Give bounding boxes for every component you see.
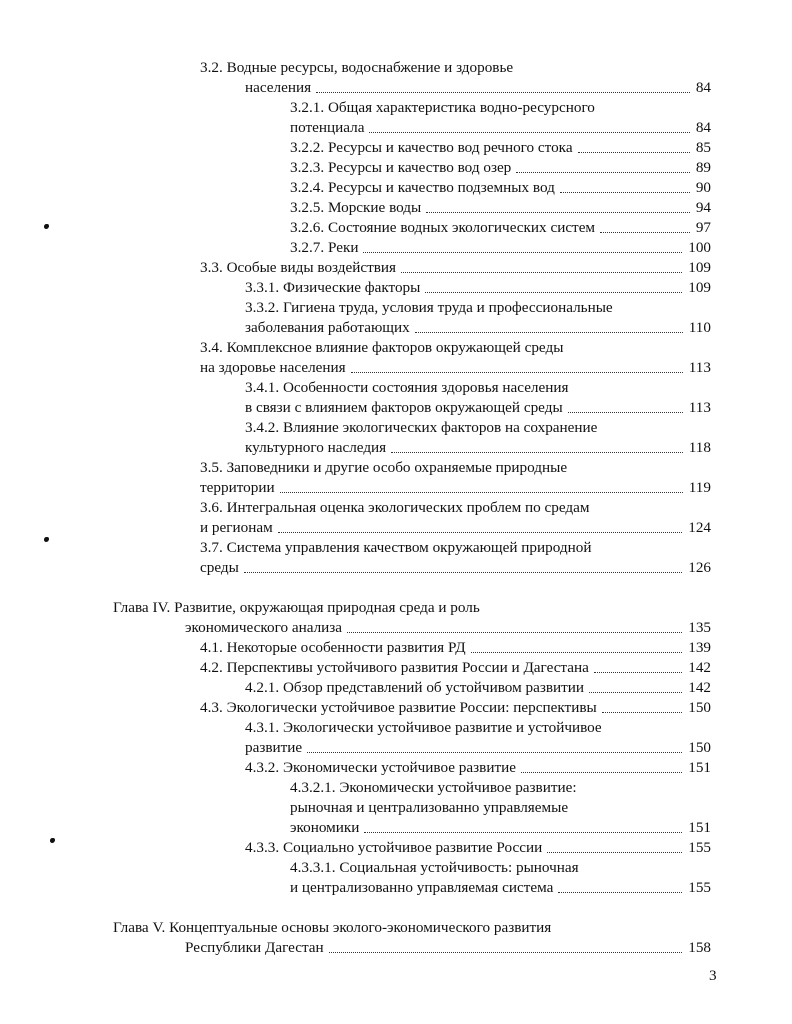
toc-entry-page: 151 [682, 818, 711, 838]
dot-leader [415, 332, 683, 333]
dot-leader [558, 892, 682, 893]
dot-leader [589, 692, 682, 693]
toc-entry-page: 119 [683, 478, 711, 498]
toc-entry-title: территории [200, 478, 280, 498]
toc-entry-3-4-2 [245, 418, 711, 458]
toc-entry-3-4-1 [245, 378, 711, 418]
toc-entry-page: 155 [682, 838, 711, 858]
toc-entry-page: 118 [683, 438, 711, 458]
toc-entry-page: 100 [682, 238, 711, 258]
toc-entry-4-3-3 [245, 838, 711, 858]
toc-entry-title: Республики Дагестан [185, 938, 329, 958]
toc-entry-3-6 [200, 498, 711, 538]
toc-entry-title: 4.2. Перспективы устойчивого развития России и Дагестана [200, 658, 594, 678]
toc-entry-title: 3.2.7. Реки [290, 238, 363, 258]
toc-entry-text: 3.4.2. Влияние экологических факторов на сохранение [245, 419, 598, 436]
toc-entry-page: 85 [690, 138, 711, 158]
dot-leader [578, 152, 690, 153]
toc-entry-title: населения [245, 78, 316, 98]
dot-leader [594, 672, 682, 673]
toc-entry-4-3-3-1 [290, 858, 711, 898]
toc-entry-last-line [290, 218, 711, 238]
toc-entry-last-line [290, 878, 711, 898]
dot-leader [369, 132, 689, 133]
toc-entry-last-line [290, 178, 711, 198]
dot-leader [426, 212, 690, 213]
toc-entry-last-line [200, 78, 711, 98]
toc-entry-text: 3.4. Комплексное влияние факторов окружающей среды [200, 339, 564, 356]
toc-entry-last-line [245, 438, 711, 458]
toc-entry-page: 151 [682, 758, 711, 778]
toc-entry-last-line [113, 938, 711, 958]
toc-entry-3-3-1 [245, 278, 711, 298]
dot-leader [351, 372, 683, 373]
toc-entry-text: 3.2.1. Общая характеристика водно-ресурсного [290, 99, 595, 116]
dot-leader [329, 952, 683, 953]
toc-entry-page: 109 [682, 278, 711, 298]
dot-leader [244, 572, 682, 573]
toc-entry-last-line [290, 238, 711, 258]
toc-entry-title: потенциала [290, 118, 369, 138]
toc-entry-page: 135 [682, 618, 711, 638]
toc-entry-last-line [245, 678, 711, 698]
toc-entry-page: 126 [682, 558, 711, 578]
toc-entry-title: 3.2.5. Морские воды [290, 198, 426, 218]
dot-leader [347, 632, 682, 633]
toc-entry-last-line [290, 818, 711, 838]
toc-entry-page: 84 [690, 118, 711, 138]
toc-entry-title: заболевания работающих [245, 318, 415, 338]
toc-entry-title: 3.2.3. Ресурсы и качество вод озер [290, 158, 516, 178]
toc-entry-3-2-4 [290, 178, 711, 198]
toc-entry-last-line [245, 738, 711, 758]
toc-entry-last-line [200, 658, 711, 678]
toc-entry-4-1 [200, 638, 711, 658]
toc-entry-page: 142 [682, 678, 711, 698]
toc-entry-last-line [200, 558, 711, 578]
toc-entry-page: 155 [682, 878, 711, 898]
toc-entry-last-line [245, 838, 711, 858]
toc-entry-page: 142 [682, 658, 711, 678]
toc-entry-3-2-1 [290, 98, 711, 138]
toc-entry-text: 4.3.2.1. Экономически устойчивое развитие: [290, 779, 577, 796]
toc-entry-ch5 [113, 918, 711, 958]
toc-entry-last-line [200, 478, 711, 498]
toc-entry-4-2 [200, 658, 711, 678]
dot-leader [521, 772, 682, 773]
toc-entry-text: 3.7. Система управления качеством окружающей природной [200, 539, 592, 556]
toc-entry-text: Глава V. Концептуальные основы эколого-экономического развития [113, 919, 552, 936]
toc-entry-3-3 [200, 258, 711, 278]
toc-entry-3-7 [200, 538, 711, 578]
toc-entry-page: 97 [690, 218, 711, 238]
toc-entry-text: Глава IV. Развитие, окружающая природная среда и роль [113, 599, 480, 616]
toc-entry-text: 3.5. Заповедники и другие особо охраняемые природные [200, 459, 568, 476]
toc-entry-3-4 [200, 338, 711, 378]
toc-entry-last-line [200, 638, 711, 658]
toc-entry-last-line [200, 358, 711, 378]
toc-entry-last-line [245, 278, 711, 298]
toc-entry-title: и централизованно управляемая система [290, 878, 558, 898]
toc-entry-3-5 [200, 458, 711, 498]
dot-leader [280, 492, 683, 493]
toc-entry-last-line [290, 158, 711, 178]
scan-speck [44, 224, 49, 229]
toc-entry-4-3-1 [245, 718, 711, 758]
toc-entry-last-line [200, 518, 711, 538]
toc-entry-title: 3.2.2. Ресурсы и качество вод речного стока [290, 138, 578, 158]
dot-leader [364, 832, 682, 833]
toc-entry-page: 150 [682, 738, 711, 758]
toc-entry-text: 3.6. Интегральная оценка экологических проблем по средам [200, 499, 590, 516]
toc-entry-title: 4.3.3. Социально устойчивое развитие России [245, 838, 547, 858]
toc-entry-4-3-2-1 [290, 778, 711, 838]
toc-entry-4-3-2 [245, 758, 711, 778]
toc-entry-last-line [290, 138, 711, 158]
dot-leader [363, 252, 682, 253]
toc-entry-title: экономического анализа [185, 618, 347, 638]
dot-leader [516, 172, 690, 173]
toc-entry-title: экономики [290, 818, 364, 838]
dot-leader [600, 232, 690, 233]
dot-leader [568, 412, 683, 413]
toc-entry-title: среды [200, 558, 244, 578]
toc-entry-3-2 [200, 58, 711, 98]
toc-entry-3-2-7 [290, 238, 711, 258]
dot-leader [307, 752, 682, 753]
toc-entry-page: 113 [683, 358, 711, 378]
toc-entry-text: 4.3.3.1. Социальная устойчивость: рыночная [290, 859, 579, 876]
dot-leader [425, 292, 682, 293]
toc-entry-page: 158 [682, 938, 711, 958]
toc-entry-page: 150 [682, 698, 711, 718]
toc-entry-3-2-5 [290, 198, 711, 218]
toc-entry-text: рыночная и централизованно управляемые [290, 799, 569, 816]
toc-entry-last-line [245, 318, 711, 338]
toc-entry-text: 3.2. Водные ресурсы, водоснабжение и здоровье [200, 59, 514, 76]
toc-entry-3-2-3 [290, 158, 711, 178]
toc-entry-page: 84 [690, 78, 711, 98]
dot-leader [602, 712, 683, 713]
toc-entry-last-line [290, 198, 711, 218]
toc-entry-last-line [245, 398, 711, 418]
toc-entry-last-line [113, 618, 711, 638]
toc-entry-title: 3.3. Особые виды воздействия [200, 258, 401, 278]
dot-leader [391, 452, 683, 453]
dot-leader [401, 272, 682, 273]
toc-entry-title: развитие [245, 738, 307, 758]
toc-entry-title: 4.3. Экологически устойчивое развитие России: перспективы [200, 698, 602, 718]
toc-entry-3-3-2 [245, 298, 711, 338]
toc-entry-title: 4.1. Некоторые особенности развития РД [200, 638, 471, 658]
toc-entry-text: 4.3.1. Экологически устойчивое развитие и устойчивое [245, 719, 602, 736]
page-number: 3 [709, 967, 717, 984]
toc-entry-page: 139 [682, 638, 711, 658]
toc-entry-page: 124 [682, 518, 711, 538]
dot-leader [471, 652, 683, 653]
toc-entry-last-line [200, 258, 711, 278]
toc-entry-title: 4.2.1. Обзор представлений об устойчивом развитии [245, 678, 589, 698]
toc-entry-page: 110 [683, 318, 711, 338]
toc-entry-title: в связи с влиянием факторов окружающей среды [245, 398, 568, 418]
toc-entry-last-line [245, 758, 711, 778]
dot-leader [278, 532, 683, 533]
dot-leader [560, 192, 690, 193]
toc-entry-text: 3.3.2. Гигиена труда, условия труда и профессиональные [245, 299, 613, 316]
toc-entry-4-2-1 [245, 678, 711, 698]
toc-entry-title: 3.3.1. Физические факторы [245, 278, 425, 298]
toc-entry-last-line [290, 118, 711, 138]
toc-entry-4-3 [200, 698, 711, 718]
toc-entry-title: на здоровье населения [200, 358, 351, 378]
toc-entry-last-line [200, 698, 711, 718]
toc-entry-text: 3.4.1. Особенности состояния здоровья населения [245, 379, 569, 396]
toc-entry-page: 90 [690, 178, 711, 198]
toc-entry-title: и регионам [200, 518, 278, 538]
toc-entry-title: 3.2.6. Состояние водных экологических систем [290, 218, 600, 238]
dot-leader [316, 92, 690, 93]
toc-entry-page: 113 [683, 398, 711, 418]
toc-entry-3-2-6 [290, 218, 711, 238]
toc-entry-ch4 [113, 598, 711, 638]
toc-entry-page: 109 [682, 258, 711, 278]
toc-entry-3-2-2 [290, 138, 711, 158]
toc-entry-title: 3.2.4. Ресурсы и качество подземных вод [290, 178, 560, 198]
scan-speck [44, 537, 49, 542]
scan-speck [50, 838, 55, 843]
toc-entry-page: 89 [690, 158, 711, 178]
toc-entry-title: 4.3.2. Экономически устойчивое развитие [245, 758, 521, 778]
dot-leader [547, 852, 682, 853]
toc-entry-title: культурного наследия [245, 438, 391, 458]
toc-entry-page: 94 [690, 198, 711, 218]
